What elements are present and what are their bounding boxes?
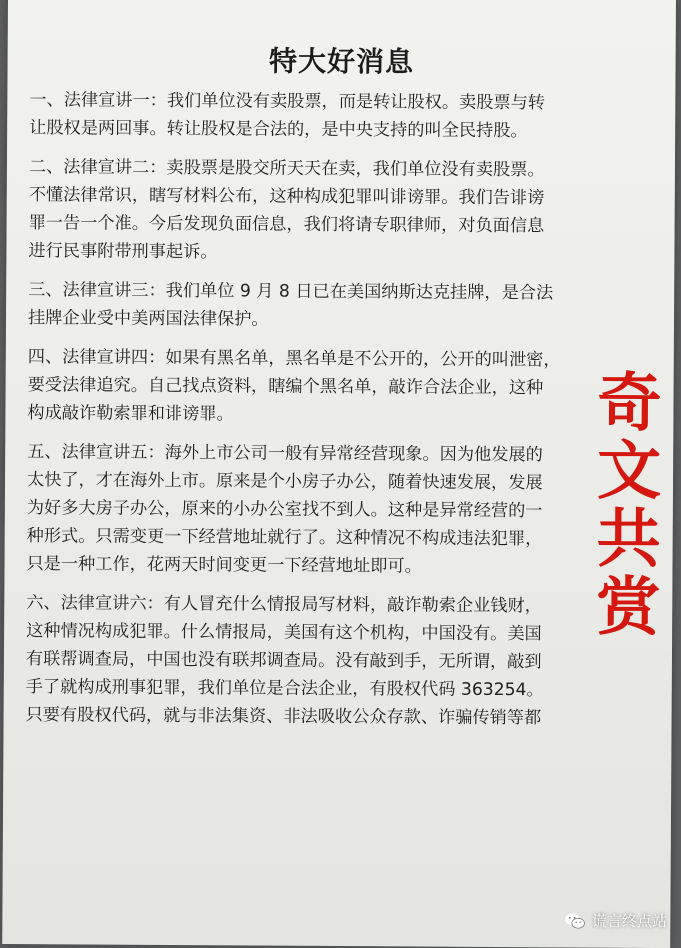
document-title: 特大好消息 [268,44,415,79]
paragraph-line: 种形式。只需变更一下经营地址就行了。这种情况不构成违法犯罪， [26,526,543,550]
stamp-char: 赏 [596,570,661,645]
paragraph-1 [29,86,577,145]
paragraph-line: 有联帮调查局，中国也没有联邦调查局。没有敲到手，无所谓，敲到 [25,649,542,673]
paragraph-line: 为好多大房子办公，原来的小办公室找不到人。这种是异常经营的一 [26,498,543,522]
document-paper [2,0,676,948]
wechat-icon [564,912,586,930]
paragraph-line: 构成敲诈勒索罪和诽谤罪。 [27,403,234,425]
paragraph-line: 让股权是两回事。转让股权是合法的，是中央支持的叫全民持股。 [29,118,528,142]
paragraph-line: 太快了，才在海外上市。原来是个小房子办公，随着快速发展，发展 [26,470,543,494]
paragraph-line: 只要有股权代码，就与非法集资、非法吸收公众存款、诈骗传销等都 [25,705,542,729]
stamp-char: 奇 [597,366,662,441]
paragraph-line: 罪一告一个准。今后发现负面信息，我们将请专职律师，对负面信息 [28,213,545,237]
paragraph-line: 手了就构成刑事犯罪，我们单位是合法企业，有股权代码 363254。 [25,677,544,701]
paragraph-4 [27,343,576,430]
paragraph-line: 这种情况构成犯罪。什么情报局，美国有这个机构，中国没有。美国 [26,621,542,645]
paragraph-line: 四、法律宣讲四：如果有黑名单，黑名单是不公开的，公开的叫泄密， [27,347,561,371]
paragraph-line: 挂牌企业受中美两国法律保护。 [27,308,269,330]
document-body [25,86,577,743]
paragraph-line: 二、法律宣讲二：卖股票是股交所天天在卖，我们单位没有卖股票。 [28,157,545,181]
paragraph-line: 六、法律宣讲六：有人冒充什么情报局写材料，敲诈勒索企业钱财， [26,593,542,617]
paragraph-2 [28,153,577,268]
source-watermark [564,910,667,931]
paragraph-3 [28,276,576,335]
paragraph-line: 要受法律追究。自己找点资料，瞎编个黑名单，敲诈合法企业，这种 [27,375,544,399]
paragraph-6 [26,589,575,732]
paragraph-line: 一、法律宣讲一：我们单位没有卖股票，而是转让股权。卖股票与转 [29,90,546,114]
watermark-text: 谎言终点站 [591,912,667,930]
paragraph-5 [26,438,575,581]
paragraph-line: 五、法律宣讲五：海外上市公司一般有异常经营现象。因为他发展的 [27,442,543,466]
red-stamp-text [589,366,669,645]
paragraph-line: 只是一种工作，花两天时间变更一下经营地址即可。 [26,554,422,577]
paragraph-line: 进行民事附带刑事起诉。 [28,241,218,263]
stamp-char: 共 [596,502,661,577]
stamp-char: 文 [596,434,662,509]
paragraph-line: 不懂法律常识，瞎写材料公布，这种构成犯罪叫诽谤罪。我们告诽谤 [28,185,545,209]
paragraph-line: 三、法律宣讲三：我们单位 9 月 8 日已在美国纳斯达克挂牌，是合法 [28,280,554,304]
